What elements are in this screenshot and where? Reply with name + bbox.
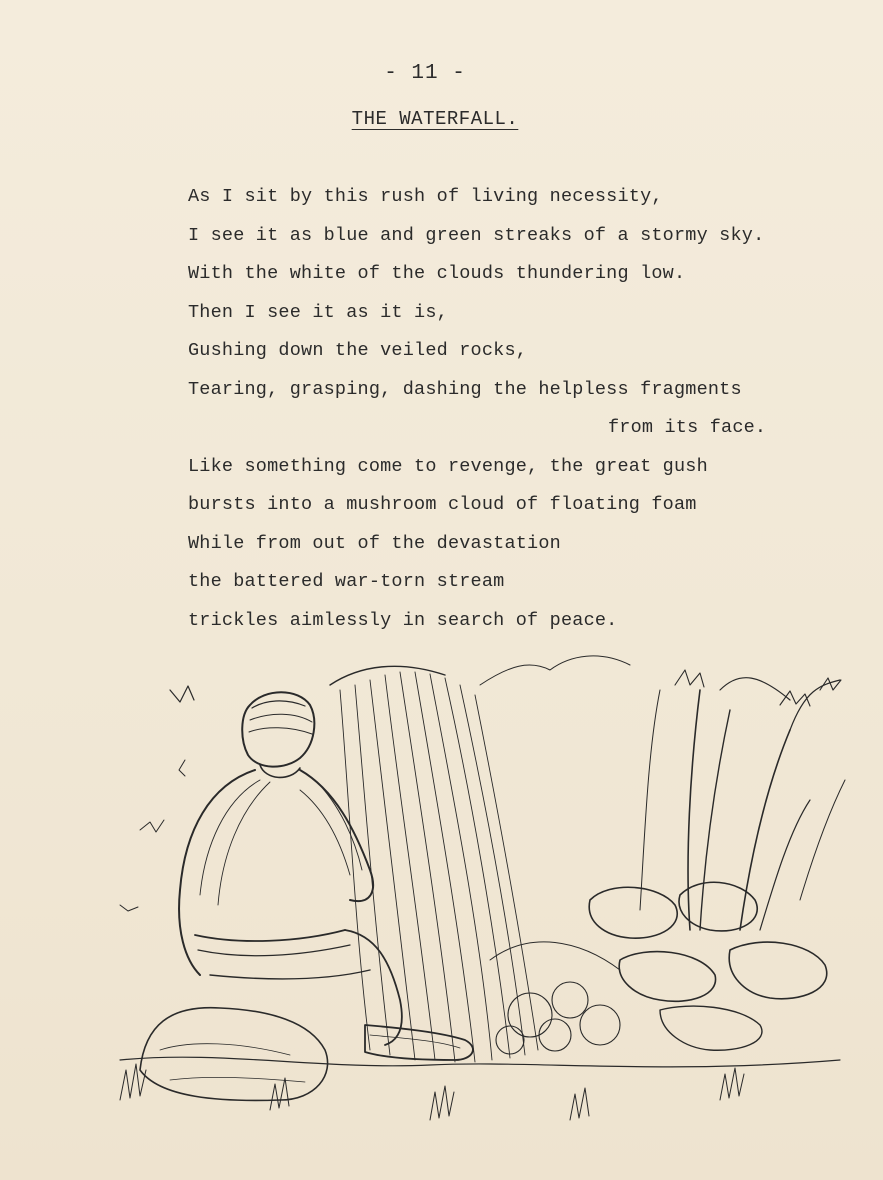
poem-line: I see it as blue and green streaks of a stormy sky. [188, 224, 765, 246]
poem-line: Then I see it as it is, [188, 301, 448, 323]
poem-title [0, 108, 870, 130]
waterfall-sketch-icon [100, 630, 860, 1150]
poem-title-text: THE WATERFALL. [351, 108, 519, 130]
poem-line: Gushing down the veiled rocks, [188, 340, 528, 361]
poem-line: With the white of the clouds thundering low. [188, 263, 686, 284]
poem-line: bursts into a mushroom cloud of floating foam [188, 494, 697, 515]
poem-line: the battered war-torn stream [188, 571, 505, 592]
poem-line: trickles aimlessly in search of peace. [188, 609, 618, 631]
poem-body [188, 184, 838, 646]
poem-line: While from out of the devastation [188, 532, 561, 554]
poem-line-continuation: from its face. [608, 417, 767, 438]
poem-line: As I sit by this rush of living necessity, [188, 186, 663, 207]
page-number: - 11 - [384, 62, 466, 85]
poem-line: Like something come to revenge, the great gush [188, 455, 708, 477]
poem-line: Tearing, grasping, dashing the helpless fragments [188, 378, 742, 400]
